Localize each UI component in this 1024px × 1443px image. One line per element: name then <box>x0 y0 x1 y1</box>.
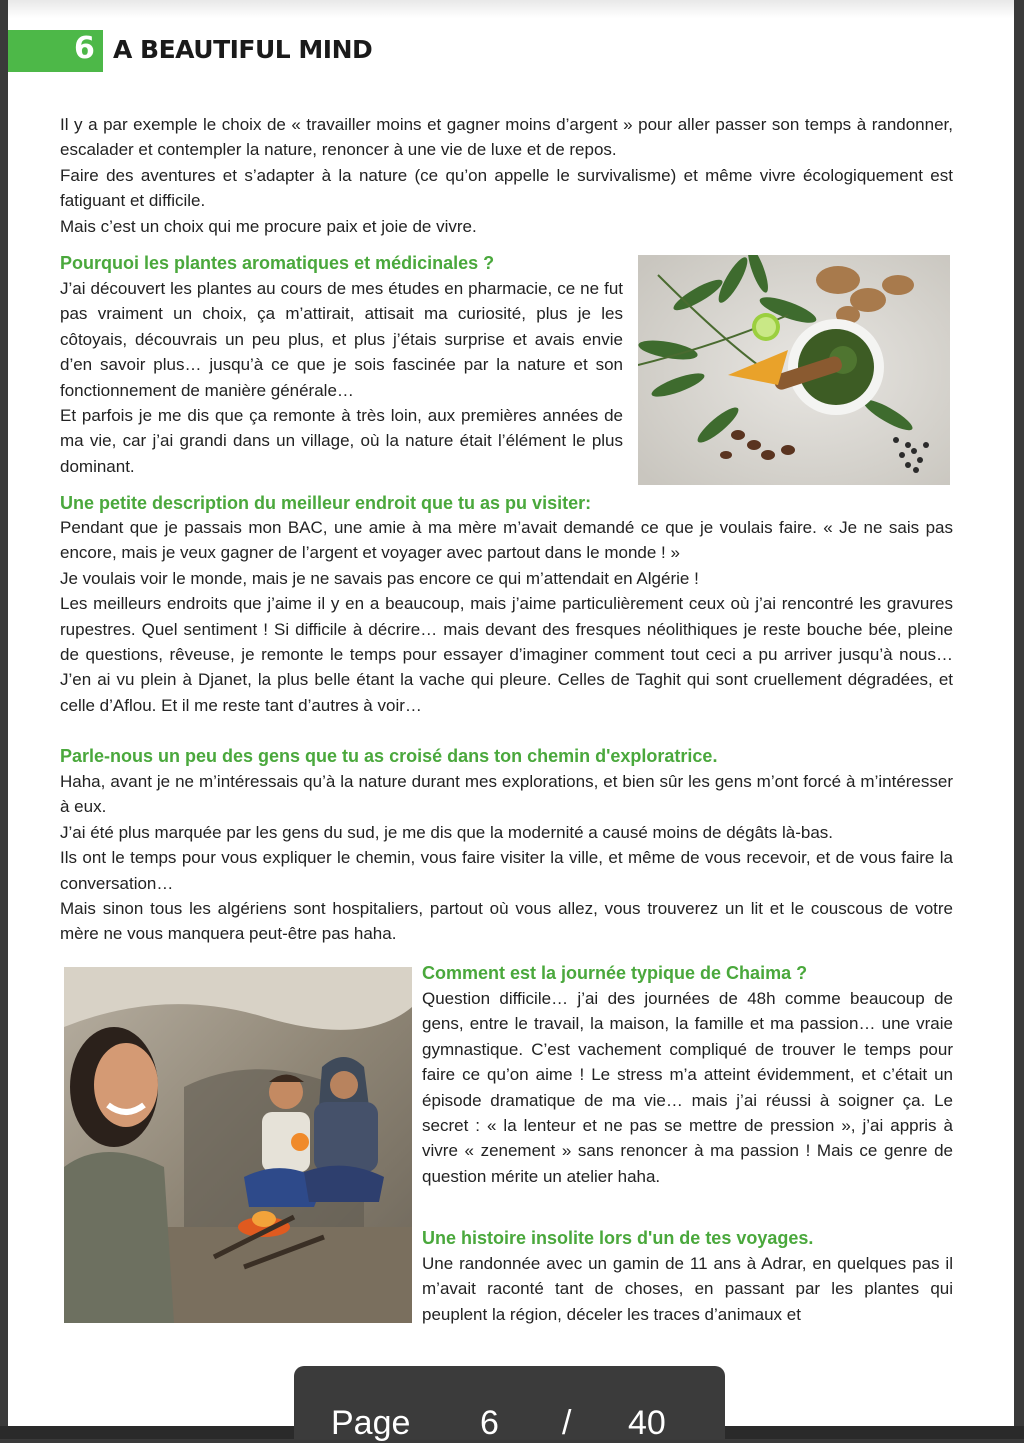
story-paragraph: Une randonnée avec un gamin de 11 ans à Adrar, en quelques pas il m’avait raconté tant de choses, en passant par les plantes qui peuplent la région, déceler les traces d’animaux et <box>422 1254 953 1324</box>
plants-paragraph: Et parfois je me dis que ça remonte à très loin, aux premières années de ma vie, car j’ai grandi dans un village, où la nature était l’élément le plus dominant. <box>60 406 623 476</box>
page-indicator <box>294 1366 725 1442</box>
day-paragraph: Question difficile… j’ai des journées de 48h comme beaucoup de gens, entre le travail, la maison, la famille et ma passion… une vraie gymnastique. C’est vachement compliqué de trouver le temps pour faire ce qu’on aime ! Le stress m’a atteint évidemment, et c’était un épisode dramatique de ma vie… mais j’ai réussi à soigner ça. Le secret : « la lenteur et ne pas se mettre de pression », j’ai appris à vivre « zenement » sans renoncer à ma passion ! Mais ce genre de question mérite un atelier haha. <box>422 989 953 1186</box>
place-paragraph: Je voulais voir le monde, mais je ne savais pas encore ce qui m’attendait en Algérie ! <box>60 568 699 588</box>
cave-selfie-photo <box>64 967 412 1323</box>
place-paragraph: Les meilleurs endroits que j’aime il y en a beaucoup, mais j’aime particulièrement ceux où j’ai rencontré les gravures rupestres. Quel sentiment ! Si difficile à décrire… mais devant des fresques néolithiques je reste bouche bée, pleine de questions, rêveuse, je remonte le temps pour essayer d’imaginer comment tout ceci a pu arriver jusqu’à nous… J’en ai vu plein à Djanet, la plus belle étant la vache qui pleure. Celles de Taghit qui sont cruellement dégradées, et celle d’Aflou. Et il me reste tant d’autres à voir… <box>60 594 953 715</box>
chapter-number: 6 <box>74 31 95 66</box>
document-page <box>8 0 1014 1439</box>
place-text <box>60 515 953 718</box>
intro-paragraph: Il y a par exemple le choix de « travailler moins et gagner moins d’argent » pour aller passer son temps à randonner, escalader et contempler la nature, renoncer à une vie de luxe et de repos. <box>60 115 953 160</box>
place-paragraph: Pendant que je passais mon BAC, une amie à ma mère m’avait demandé ce que je voulais faire. « Je ne sais pas encore, mais je veux gagner de l’argent et voyager avec partout dans le monde ! » <box>60 518 953 563</box>
story-text <box>422 1251 953 1327</box>
chapter-header <box>8 30 1014 72</box>
herbs-mortar-photo <box>638 255 950 485</box>
people-paragraph: Ils ont le temps pour vous expliquer le chemin, vous faire visiter la ville, et même de vous recevoir, et de vous faire la conversation… <box>60 848 953 893</box>
chapter-title: A BEAUTIFUL MIND <box>113 35 373 64</box>
page-top-shadow <box>8 0 1014 18</box>
heading-people: Parle-nous un peu des gens que tu as croisé dans ton chemin d'exploratrice. <box>60 746 718 766</box>
heading-place: Une petite description du meilleur endroit que tu as pu visiter: <box>60 493 592 513</box>
intro-paragraph: Mais c’est un choix qui me procure paix et joie de vivre. <box>60 216 477 236</box>
people-paragraph: Haha, avant je ne m’intéressais qu’à la nature durant mes explorations, et bien sûr les gens m’ont forcé à m’intéresser à eux. <box>60 772 953 817</box>
heading-day: Comment est la journée typique de Chaima ? <box>422 963 808 983</box>
heading-plants: Pourquoi les plantes aromatiques et médicinales ? <box>60 253 495 273</box>
page-total: 40 <box>628 1404 666 1442</box>
people-paragraph: J’ai été plus marquée par les gens du sud, je me dis que la modernité a causé moins de dégâts là-bas. <box>60 822 834 842</box>
heading-story: Une histoire insolite lors d'un de tes voyages. <box>422 1228 814 1248</box>
plants-text <box>60 276 623 479</box>
plants-paragraph: J’ai découvert les plantes au cours de mes études en pharmacie, ce ne fut pas vraiment un choix, ça m’attirait, attisait ma curiosité, plus je les côtoyais, découvrais un peu plus, et plus j’étais surprise et avais envie d’en savoir plus… jusqu’à ce que je sois fascinée par la nature et son fonctionnement de manière générale… <box>60 279 623 400</box>
intro-paragraph: Faire des aventures et s’adapter à la nature (ce qu’on appelle le survivalisme) et même vivre écologiquement est fatiguant et difficile. <box>60 165 953 211</box>
intro-text <box>60 112 953 239</box>
people-paragraph: Mais sinon tous les algériens sont hospitaliers, partout où vous allez, vous trouverez un lit et le couscous de votre mère ne vous manquera peut-être pas haha. <box>60 899 953 944</box>
day-text <box>422 986 953 1189</box>
page-separator: / <box>562 1404 572 1442</box>
page-label: Page <box>331 1404 411 1442</box>
page-current: 6 <box>480 1404 499 1442</box>
people-text <box>60 769 953 947</box>
